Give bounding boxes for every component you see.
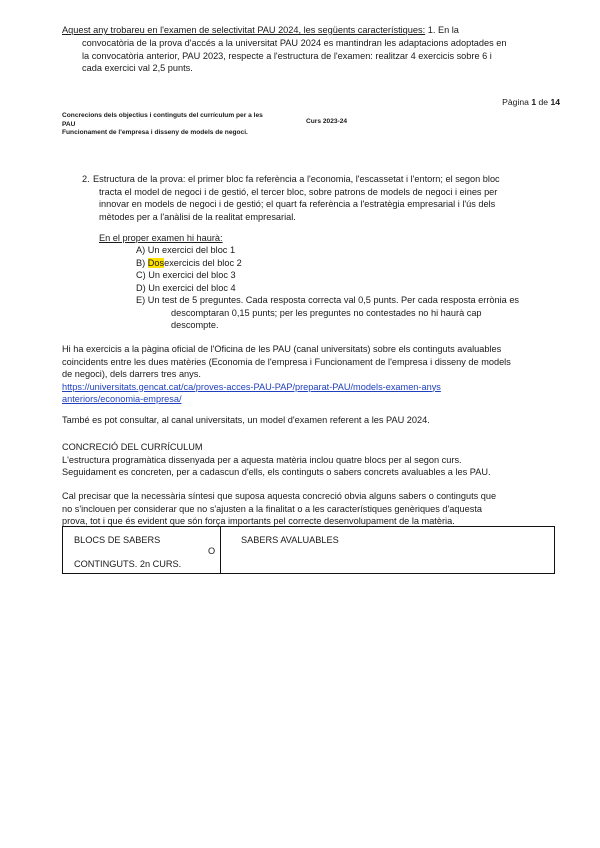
synthesis-line: no s'inclouen per considerar que no s'ajusten a la finalitat o a les característiques genèriques d'aquesta bbox=[62, 503, 482, 514]
doc-title-line1: Concrecions dels objectius i continguts del currículum per a les bbox=[62, 112, 263, 119]
saberes-table bbox=[62, 526, 555, 574]
intro-body bbox=[82, 37, 560, 75]
doc-header bbox=[62, 112, 302, 138]
exam-item-e-line1: E) Un test de 5 preguntes. Cada resposta correcta val 0,5 punts. Per cada resposta errònia es bbox=[136, 295, 520, 305]
curriculum-heading: CONCRECIÓ DEL CURRÍCULUM bbox=[62, 442, 203, 452]
exam-item-b-highlight: Dos bbox=[147, 257, 165, 268]
table-divider bbox=[220, 527, 221, 573]
item2-line: Estructura de la prova: el primer bloc fa referència a l'economia, l'escassetat i l'entorn; el segon bloc bbox=[93, 174, 500, 184]
office-line: de negoci), dels darrers tres anys. bbox=[62, 369, 201, 379]
page-current: 1 bbox=[531, 97, 537, 107]
exam-list bbox=[136, 244, 561, 332]
exam-item-c: C) Un exercici del bloc 3 bbox=[136, 270, 236, 280]
office-line: coincidents entre les dues matèries (Economia de l'empresa i Funcionament de l'empresa i disseny de models bbox=[62, 356, 511, 367]
page-of: de bbox=[538, 97, 549, 107]
page-total: 14 bbox=[550, 97, 560, 107]
intro-line: convocatòria de la prova d'accés a la universitat PAU 2024 es mantindran les adaptacions adoptades en bbox=[82, 38, 507, 48]
curriculum-line1: L'estructura programàtica dissenyada per a aquesta matèria inclou quatre blocs per al segon curs. bbox=[62, 454, 462, 465]
table-col2-header: SABERS AVALUABLES bbox=[241, 535, 339, 545]
item2-line: innovar en models de negoci i de gestió; el quart fa referència a l'estratègia empresarial i l'ús dels bbox=[99, 199, 496, 209]
page-number bbox=[502, 97, 560, 108]
table-col1-header-o: O bbox=[208, 546, 216, 556]
synthesis-line: prova, tot i que és evident que són força importants pel correcte desenvolupament de la matèria. bbox=[62, 516, 455, 526]
intro-line: la convocatòria anterior, PAU 2023, respecte a l'estructura de l'examen: realitzar 4 exercicis sobre 6 i bbox=[82, 50, 492, 61]
exam-item-e-line2: descomptaran 0,15 punts; per les preguntes no contestades no hi haurà cap bbox=[171, 307, 482, 318]
exam-item-a: A) Un exercici del bloc 1 bbox=[136, 245, 236, 255]
exam-item-b-rest: exercicis del bloc 2 bbox=[164, 257, 242, 268]
intro-item-number: 1. bbox=[427, 25, 436, 35]
intro-paragraph bbox=[62, 24, 562, 37]
item2-number: 2. bbox=[82, 174, 90, 184]
intro-item-first: En la bbox=[437, 25, 459, 35]
table-col1-header-line2: CONTINGUTS. 2n CURS. bbox=[74, 559, 182, 569]
course-label: Curs 2023-24 bbox=[306, 118, 348, 125]
also-text: També es pot consultar, al canal universitats, un model d'examen referent a les PAU 2024. bbox=[62, 415, 430, 425]
item2-line: tracta el model de negoci i de gestió, el tercer bloc, sobre patrons de models de negoci i eines per bbox=[99, 186, 498, 197]
intro-lead: Aquest any trobareu en l'examen de selectivitat PAU 2024, les següents característiques: bbox=[62, 25, 426, 35]
exam-item-b-prefix: B) bbox=[136, 257, 146, 268]
exam-models-link[interactable]: https://universitats.gencat.cat/ca/proves-acces-PAU-PAP/preparat-PAU/models-examen-anys bbox=[62, 381, 441, 392]
doc-subtitle: Funcionament de l'empresa i disseny de models de negoci. bbox=[62, 129, 248, 137]
curriculum-section bbox=[62, 441, 562, 479]
item2-text bbox=[93, 173, 563, 223]
exam-list-heading: En el proper examen hi haurà: bbox=[99, 233, 223, 243]
office-line: Hi ha exercicis a la pàgina oficial de l'Oficina de les PAU (canal universitats) sobre els continguts avaluables bbox=[62, 344, 502, 354]
item2-line: mètodes per a l'anàlisi de la realitat empresarial. bbox=[99, 211, 296, 222]
table-col1-header-line1: BLOCS DE SABERS bbox=[74, 535, 161, 545]
exam-item-d: D) Un exercici del bloc 4 bbox=[136, 282, 236, 293]
exam-item-b bbox=[136, 257, 561, 270]
page-prefix: Pàgina bbox=[502, 97, 529, 107]
exam-models-link-cont[interactable]: anteriors/economia-empresa/ bbox=[62, 394, 182, 404]
synthesis-line: Cal precisar que la necessària síntesi que suposa aquesta concreció obvia alguns sabers o continguts que bbox=[62, 491, 497, 501]
office-paragraph bbox=[62, 343, 562, 406]
synthesis-paragraph bbox=[62, 490, 562, 528]
exam-item-e-line3: descompte. bbox=[171, 320, 219, 330]
doc-title-line2: PAU bbox=[62, 120, 76, 128]
intro-line: cada exercici val 2,5 punts. bbox=[82, 63, 193, 73]
curriculum-line2: Seguidament es concreten, per a cadascun d'ells, els continguts o sabers concrets avaluables a les PAU. bbox=[62, 467, 491, 477]
